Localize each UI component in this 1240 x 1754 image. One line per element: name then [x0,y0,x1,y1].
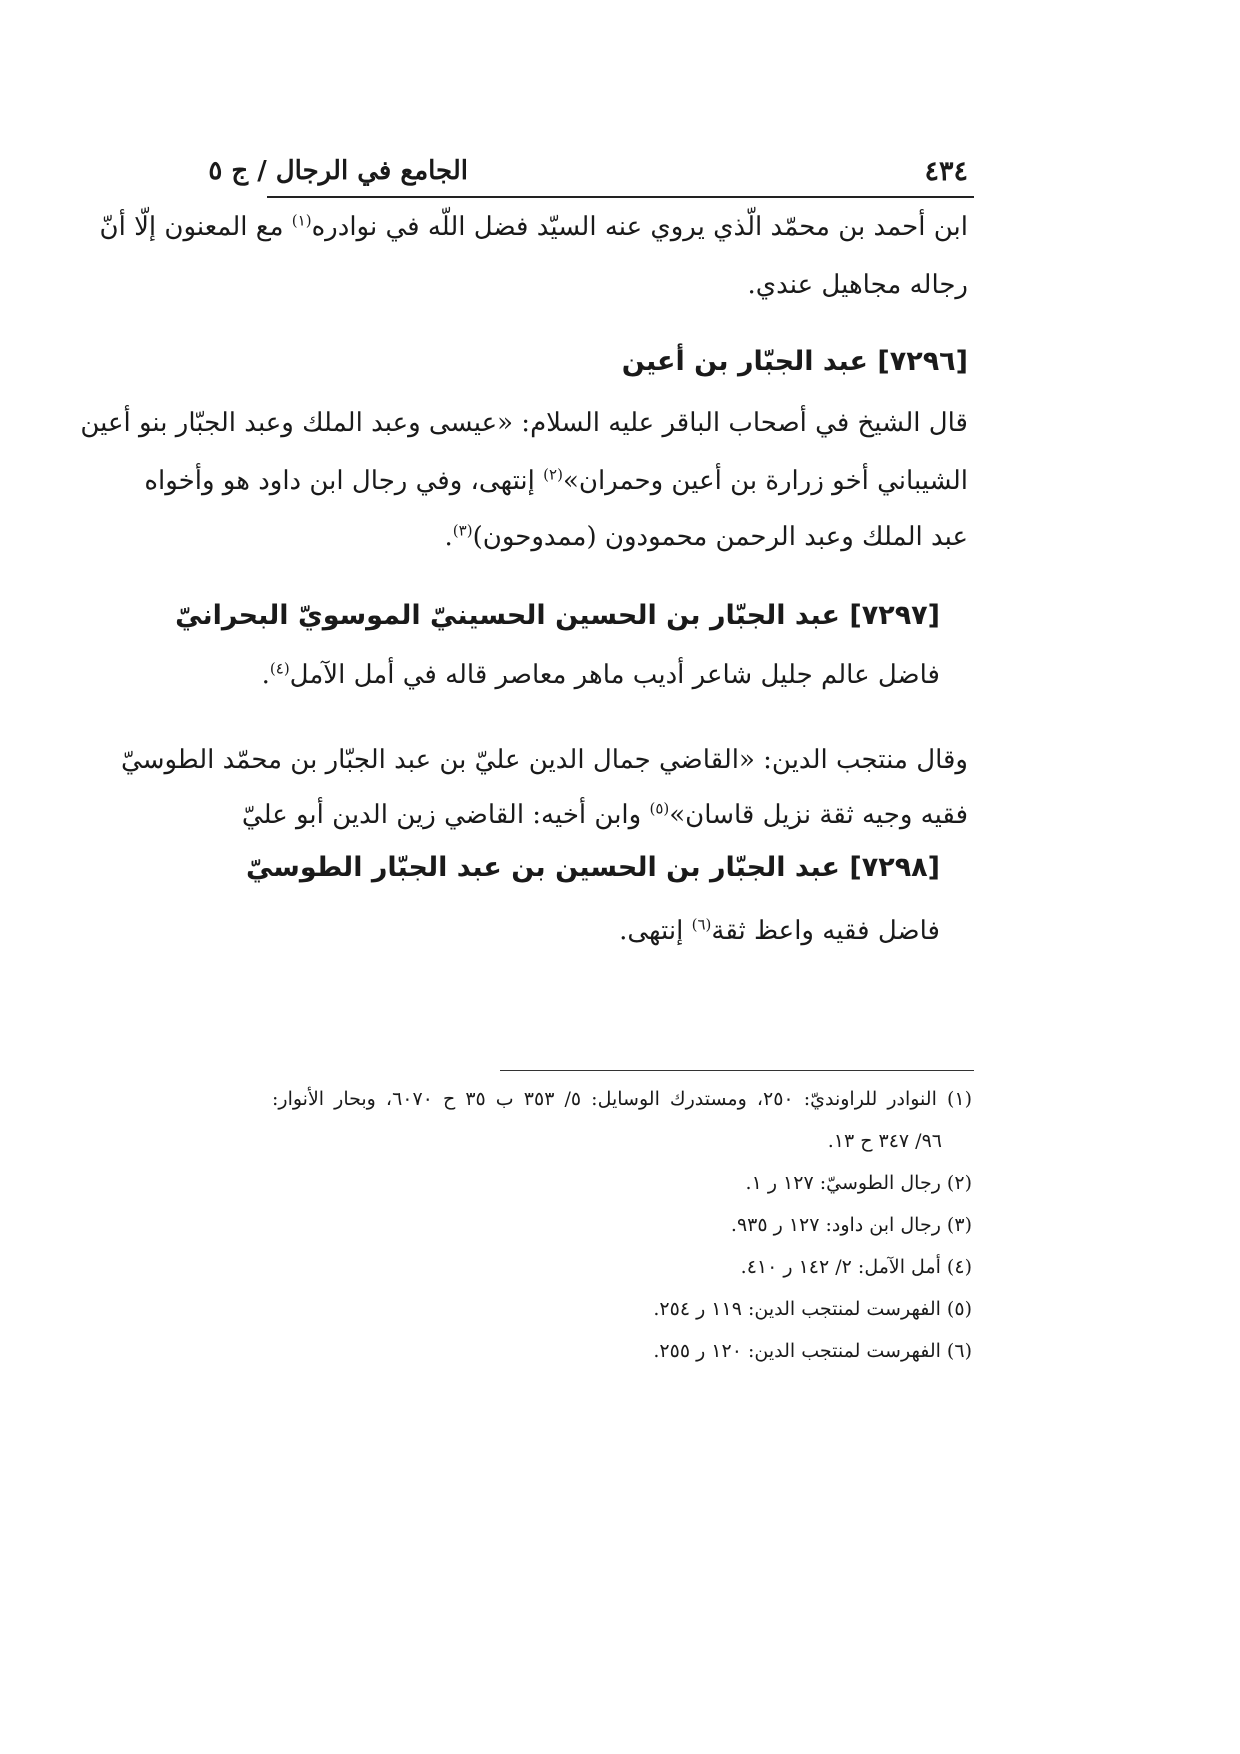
footnote-5: (٥) الفهرست لمنتجب الدين: ١١٩ ر ٢٥٤. [653,1298,972,1320]
entry-heading-7298: [٧٢٩٨] عبد الجبّار بن الحسين بن عبد الجبّار الطوسيّ [245,852,940,883]
entry-7296-line-1: قال الشيخ في أصحاب الباقر عليه السلام: «عيسى وعبد الملك وعبد الجبّار بنو أعين [80,408,968,438]
footnote-ref-5[interactable]: (٥) [649,799,670,818]
footnote-4: (٤) أمل الآمل: ٢/ ١٤٢ ر ٤١٠. [740,1256,972,1278]
footnote-ref-6[interactable]: (٦) [691,915,712,934]
entry-7296-line-2: الشيباني أخو زرارة بن أعين وحمران»$^{(٢)}$ إنتهى، وفي رجال ابن داود هو وأخواه [144,465,968,496]
footnote-divider [500,1070,974,1071]
page-number: ٤٣٤ [924,156,968,187]
intro-line-2: رجاله مجاهيل عندي. [747,270,968,300]
munajab-quote-line-2: فقيه وجيه ثقة نزيل قاسان»$^{(٥)}$ وابن أخيه: القاضي زين الدين أبو عليّ [241,799,968,830]
intro-line-1: ابن أحمد بن محمّد الّذي يروي عنه السيّد فضل اللّه في نوادره$^{(١)}$ مع المعنون إلّا أنّ [99,211,968,242]
entry-heading-7297: [٧٢٩٧] عبد الجبّار بن الحسين الحسينيّ الموسويّ البحرانيّ [175,600,940,631]
entry-heading-7296: [٧٢٩٦] عبد الجبّار بن أعين [621,346,968,377]
footnote-1: (١) النوادر للراونديّ: ٢٥٠، ومستدرك الوسايل: ٥/ ٣٥٣ ب ٣٥ ح ٦٠٧٠، وبحار الأنوار: [272,1088,972,1110]
footnote-6: (٦) الفهرست لمنتجب الدين: ١٢٠ ر ٢٥٥. [653,1340,972,1362]
entry-7297-line-1: فاضل عالم جليل شاعر أديب ماهر معاصر قاله في أمل الآمل$^{(٤)}$. [261,659,940,690]
entry-7296-line-3: عبد الملك وعبد الرحمن محمودون (ممدوحون)$^{(٣)}$. [444,521,968,552]
entry-7298-line-1: فاضل فقيه واعظ ثقة$^{(٦)}$ إنتهى. [619,915,940,946]
running-header-title: الجامع في الرجال / ج ٥ [208,156,468,186]
munajab-quote-line-1: وقال منتجب الدين: «القاضي جمال الدين عليّ بن عبد الجبّار بن محمّد الطوسيّ [121,745,968,775]
footnote-1-continued: ٩٦/ ٣٤٧ ح ١٣. [827,1130,942,1152]
footnote-ref-1[interactable]: (١) [291,211,312,230]
footnote-ref-3[interactable]: (٣) [452,521,473,540]
footnote-3: (٣) رجال ابن داود: ١٢٧ ر ٩٣٥. [730,1214,972,1236]
footnote-2: (٢) رجال الطوسيّ: ١٢٧ ر ١. [745,1172,972,1194]
footnote-ref-4[interactable]: (٤) [269,659,290,678]
footnote-ref-2[interactable]: (٢) [543,465,563,484]
header-divider [267,196,974,198]
